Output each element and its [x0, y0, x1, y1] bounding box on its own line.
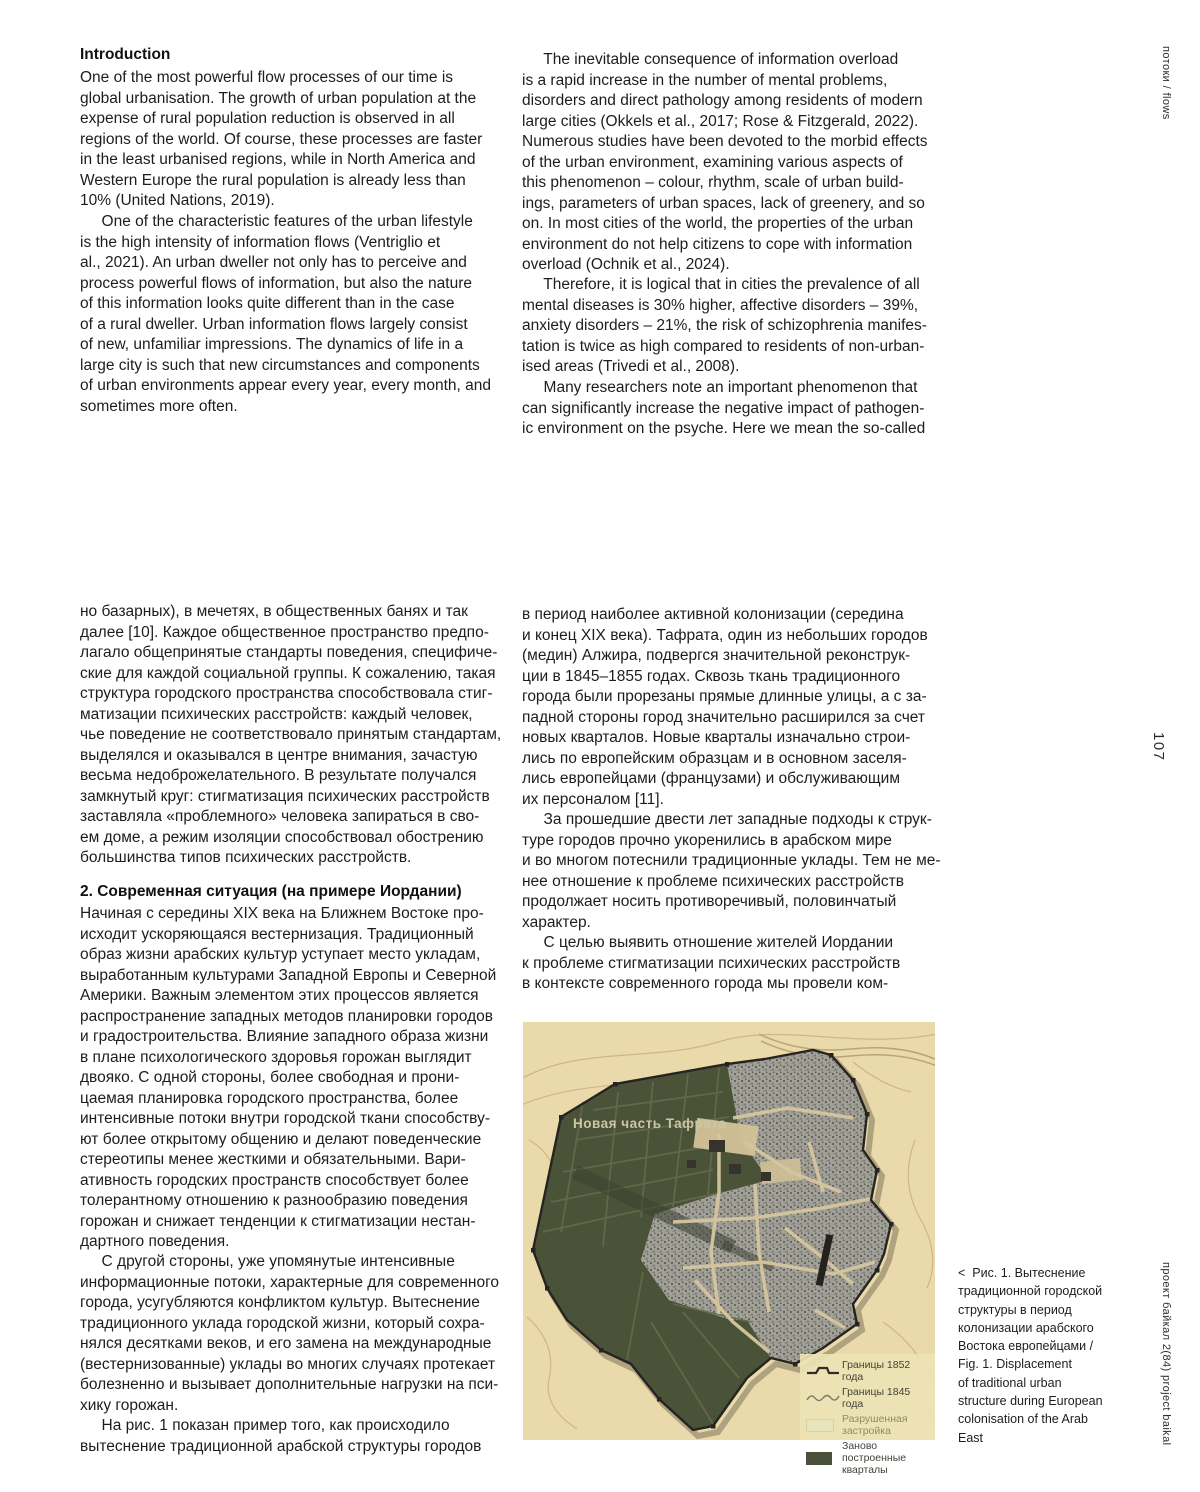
legend-item-borders-1852 — [806, 1359, 931, 1383]
russian-continuation-paragraph: но базарных), в мечетях, в общественных банях и так далее [10]. Каждое общественное пространство предпо- лагало общепринятые стандарты поведения, специфиче- ские для каждой социальной группы. К сожалению, такая структура городского пространства способствовала стиг- матизации психических расстройств: каждый человек, чье поведение не соответствовало принятым стандартам, выделялся и оказывался в центре внимания, зачастую весьма недоброжелательного. В результате получался замкнутый круг: стигматизация психических расстройств заставляла «проблемного» человека запираться в сво- ем доме, а режим изоляции способствовал обострению большинства типов психических расстройств. — [80, 603, 502, 866]
section-2-heading: 2. Современная ситуация (на примере Иордании) — [80, 883, 462, 900]
intro-paragraph-1: One of the most powerful flow processes of our time is global urbanisation. The growth of urban population at the expense of rural population reduction is observed in all regions of the world. Of course, these processes are faster in the least urbanised regions, while in North America and Western Europe the rural population is already less than 10% (United Nations, 2019). — [80, 69, 483, 209]
map-area-label: Новая часть Тафрата — [573, 1116, 727, 1131]
wavy-line-icon — [806, 1392, 842, 1404]
legend-label: Заново построенные кварталы — [842, 1440, 907, 1476]
legend-item-new-quarters — [806, 1440, 931, 1476]
green-swatch-icon — [806, 1452, 842, 1465]
map-legend — [800, 1354, 935, 1476]
section-margin-tag: потоки / flows — [1160, 46, 1172, 120]
figure-1-caption: < Рис. 1. Вытеснение традиционной городской структуры в период колонизации арабского Востока европейцами / Fig. 1. Displacement of traditional urban structure during European colonisation of the Arab East — [958, 1266, 1103, 1445]
legend-label: Границы 1845 года — [842, 1386, 911, 1410]
section-2-paragraph-3: На рис. 1 показан пример того, как происходило вытеснение традиционной арабской структуры городов — [80, 1417, 482, 1455]
page-number: 107 — [1150, 732, 1167, 762]
cream-swatch-icon — [806, 1419, 842, 1432]
legend-label: Разрушенная застройка — [842, 1413, 908, 1437]
col2-english-paragraph-1: The inevitable consequence of information overload is a rapid increase in the number of mental problems, disorders and direct pathology among residents of modern large cities (Okkels et al., 2017; Rose & Fitzgerald, 2022). Numerous studies have been devoted to the morbid effects of the urban environment, examining various aspects of this phenomenon – colour, rhythm, scale of urban build- ings, parameters of urban spaces, lack of greenery, and so on. In most cities of the world, the properties of the urban environment do not help citizens to cope with information overload (Ochnik et al., 2024). — [522, 51, 928, 273]
section-2-paragraph-2: С другой стороны, уже упомянутые интенсивные информационные потоки, характерные для современного города, усугубляются конфликтом культур. Вытеснение традиционного уклада городской жизни, который сохра- нялся десятками веков, и его замена на международные (вестернизованные) уклады во многих случаях протекает болезненно и вызывает дополнительные нагрузки на пси- хику горожан. — [80, 1253, 500, 1414]
intro-heading: Introduction — [80, 46, 171, 63]
col2-russian-paragraph-3: С целью выявить отношение жителей Иордании к проблеме стигматизации психических расстройств в контексте современного города мы провели ком- — [522, 934, 901, 992]
legend-label: Границы 1852 года — [842, 1359, 911, 1383]
col2-english-paragraph-3: Many researchers note an important phenomenon that can significantly increase the negative impact of pathogen- ic environment on the psyche. Here we mean the so-called — [522, 379, 926, 437]
intro-paragraph-2: One of the characteristic features of the urban lifestyle is the high intensity of information flows (Ventriglio et al., 2021). An urban dweller not only has to perceive and process powerful flows of information, but also the nature of this information looks quite different than in the case of a rural dweller. Urban information flows largely consist of new, unfamiliar impressions. The dynamics of life in a large city is such that new circumstances and components of urban environments appear every year, every month, and sometimes more often. — [80, 213, 491, 415]
col2-english-paragraph-2: Therefore, it is logical that in cities the prevalence of all mental diseases is 30% higher, affective disorders – 39%, anxiety disorders – 21%, the risk of schizophrenia manifes- tation is twice as high compared to residents of non-urban- ised areas (Trivedi et al., 2008). — [522, 276, 927, 375]
legend-item-destroyed-buildings — [806, 1413, 931, 1437]
col2-russian-paragraph-1: в период наиболее активной колонизации (середина и конец XIX века). Тафрата, один из небольших городов (медин) Алжира, подвергся значительной реконструк- ции в 1845–1855 годах. Сквозь ткань традиционного города были прорезаны прямые длинные улицы, а с за- падной стороны город значительно расширился за счет новых кварталов. Новые кварталы изначально строи- лись по европейским образцам и в основном заселя- лись европейцами (французами) и обслуживающим их персоналом [11]. — [522, 606, 928, 808]
journal-margin-tag: проект байкал 2(84) project baikal — [1160, 1262, 1172, 1446]
section-2-paragraph-1: Начиная с середины XIX века на Ближнем Востоке про- исходит ускоряющаяся вестернизация. Традиционный образ жизни арабских культур уступает место укладам, выработанным культурами Западной Европы и Северной Америки. Важным элементом этих процессов является распространение западных методов планировки городов и градостроительства. Влияние западного образа жизни в плане психологического здоровья горожан выглядит двояко. С одной стороны, более свободная и прони- цаемая планировка городского пространства, более интенсивные потоки внутри городской ткани способству- ют более открытому общению и делают поведенческие стереотипы менее жесткими и обязательными. Вари- ативность городских пространств способствует более толерантному отношению к разнообразию поведения горожан и снижает тенденции к стигматизации нестан- дартного поведения. — [80, 905, 497, 1250]
figure-1-map — [523, 1022, 935, 1476]
col2-russian-paragraph-2: За прошедшие двести лет западные подходы к струк- туре городов прочно укоренились в арабском мире и во многом потеснили традиционные уклады. Тем не ме- нее отношение к проблеме психических расстройств продолжает носить противоречивый, половинчатый характер. — [522, 811, 941, 931]
legend-item-borders-1845 — [806, 1386, 931, 1410]
step-line-icon — [806, 1365, 842, 1377]
